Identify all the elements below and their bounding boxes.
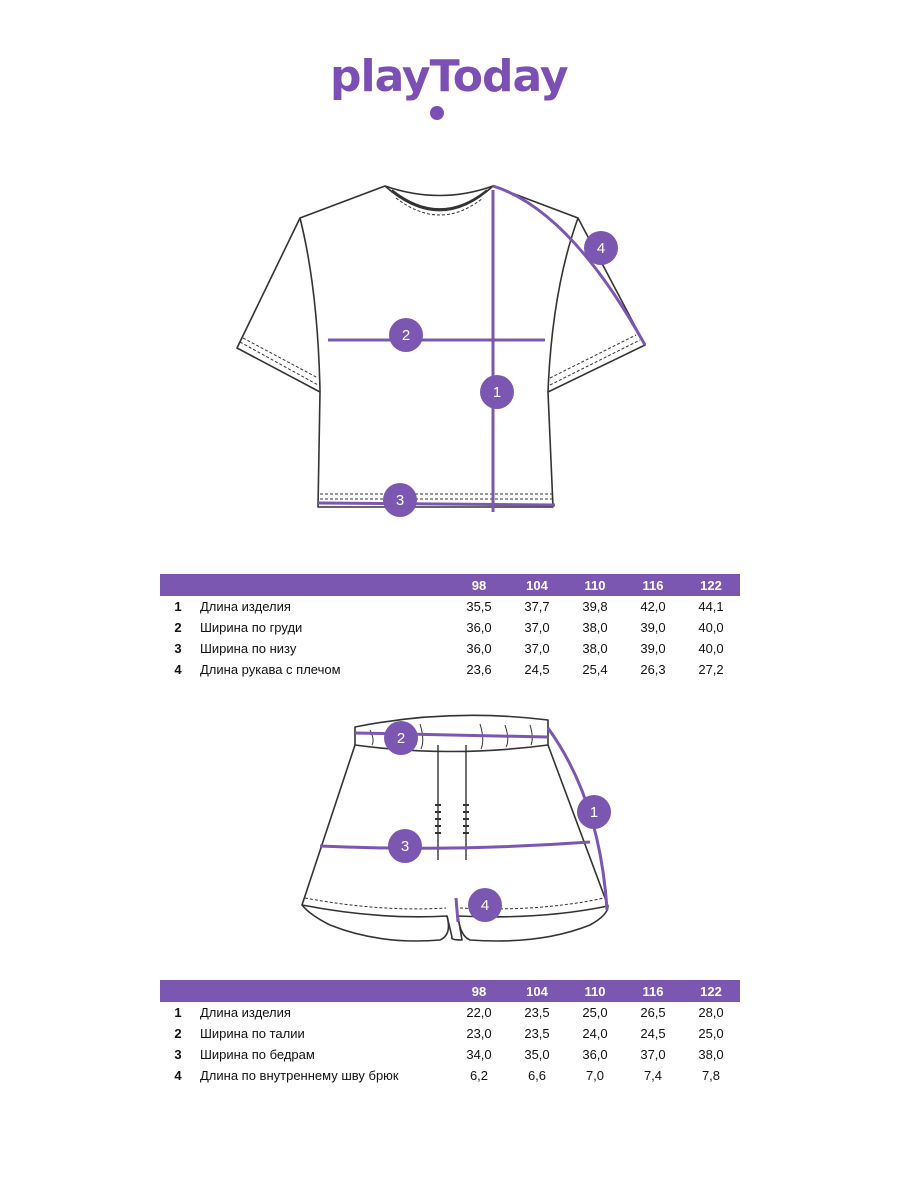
shorts-marker-2-label: 2 xyxy=(396,730,406,747)
row-value: 23,5 xyxy=(524,1026,550,1041)
row-value: 25,4 xyxy=(582,662,608,677)
row-value: 36,0 xyxy=(466,620,492,635)
shorts-size-header xyxy=(160,980,740,1002)
row-value: 37,0 xyxy=(524,620,550,635)
table-row xyxy=(160,1002,740,1023)
table-row xyxy=(160,1023,740,1044)
tshirt-right-cuff-stitch xyxy=(550,335,640,385)
row-value: 38,0 xyxy=(582,620,608,635)
table-row xyxy=(160,596,740,617)
row-value: 37,7 xyxy=(524,599,550,614)
row-value: 7,8 xyxy=(701,1068,721,1083)
row-value: 37,0 xyxy=(524,641,550,656)
shorts-marker-3-label: 3 xyxy=(400,838,410,855)
tshirt-size-table xyxy=(160,574,740,680)
row-value: 35,0 xyxy=(524,1047,550,1062)
tshirt-hem-stitch xyxy=(320,494,552,499)
tshirt-outline xyxy=(237,186,645,507)
shorts-hem-stitch xyxy=(305,898,604,909)
brand-logo-dot xyxy=(430,106,444,120)
row-label: Ширина по низу xyxy=(200,641,297,656)
tshirt-marker-4-label: 4 xyxy=(596,240,606,257)
size-col-header: 104 xyxy=(508,574,566,596)
row-number: 1 xyxy=(174,1005,182,1020)
shorts-marker-1-label: 1 xyxy=(589,804,599,821)
header-blank xyxy=(160,980,196,1002)
table-row xyxy=(160,1065,740,1086)
row-value: 27,2 xyxy=(698,662,724,677)
row-value: 25,0 xyxy=(698,1026,724,1041)
row-value: 23,6 xyxy=(466,662,492,677)
row-value: 44,1 xyxy=(698,599,724,614)
tshirt-marker-2-label: 2 xyxy=(401,327,411,344)
size-col-header: 98 xyxy=(450,980,508,1002)
row-value: 24,5 xyxy=(524,662,550,677)
row-label: Ширина по груди xyxy=(200,620,303,635)
shorts-size-table xyxy=(160,980,740,1086)
row-value: 7,4 xyxy=(643,1068,663,1083)
row-value: 37,0 xyxy=(640,1047,666,1062)
row-number: 1 xyxy=(174,599,182,614)
size-col-header: 116 xyxy=(624,574,682,596)
row-value: 35,5 xyxy=(466,599,492,614)
shorts-diagram xyxy=(0,712,900,952)
row-value: 36,0 xyxy=(466,641,492,656)
row-value: 25,0 xyxy=(582,1005,608,1020)
row-value: 38,0 xyxy=(582,641,608,656)
row-label: Ширина по бедрам xyxy=(200,1047,315,1062)
tshirt-left-armhole xyxy=(300,218,320,392)
row-value: 24,5 xyxy=(640,1026,666,1041)
header-blank xyxy=(196,574,450,596)
row-number: 4 xyxy=(174,662,182,677)
table-row xyxy=(160,617,740,638)
row-value: 42,0 xyxy=(640,599,666,614)
row-label: Длина изделия xyxy=(200,599,291,614)
row-value: 39,0 xyxy=(640,620,666,635)
shorts-marker-4-label: 4 xyxy=(480,897,490,914)
row-label: Длина изделия xyxy=(200,1005,291,1020)
row-value: 36,0 xyxy=(582,1047,608,1062)
brand-logo-text: playToday xyxy=(330,51,568,102)
row-number: 2 xyxy=(174,620,182,635)
row-value: 39,8 xyxy=(582,599,608,614)
row-value: 7,0 xyxy=(585,1068,605,1083)
tshirt-size-header xyxy=(160,574,740,596)
row-value: 22,0 xyxy=(466,1005,492,1020)
tshirt-left-cuff-stitch xyxy=(240,338,318,385)
row-value: 23,5 xyxy=(524,1005,550,1020)
tshirt-marker-3-label: 3 xyxy=(395,492,405,509)
row-value: 6,2 xyxy=(469,1068,489,1083)
size-col-header: 116 xyxy=(624,980,682,1002)
shorts-left-leg-hem xyxy=(302,905,448,941)
size-col-header: 122 xyxy=(682,574,740,596)
size-col-header: 110 xyxy=(566,980,624,1002)
row-label: Ширина по талии xyxy=(200,1026,305,1041)
brand-logo xyxy=(330,52,570,122)
header-blank xyxy=(160,574,196,596)
tshirt-neckline xyxy=(385,186,493,211)
row-value: 39,0 xyxy=(640,641,666,656)
row-label: Длина по внутреннему шву брюк xyxy=(200,1068,399,1083)
row-value: 40,0 xyxy=(698,620,724,635)
size-col-header: 122 xyxy=(682,980,740,1002)
header-blank xyxy=(196,980,450,1002)
row-value: 38,0 xyxy=(698,1047,724,1062)
row-value: 28,0 xyxy=(698,1005,724,1020)
tshirt-marker-1-label: 1 xyxy=(492,384,502,401)
size-col-header: 98 xyxy=(450,574,508,596)
row-value: 24,0 xyxy=(582,1026,608,1041)
tshirt-diagram xyxy=(0,170,900,530)
shorts-drawstring-beads xyxy=(435,805,469,833)
table-row xyxy=(160,1044,740,1065)
row-number: 4 xyxy=(174,1068,182,1083)
row-number: 3 xyxy=(174,1047,182,1062)
table-row xyxy=(160,638,740,659)
row-value: 23,0 xyxy=(466,1026,492,1041)
row-value: 34,0 xyxy=(466,1047,492,1062)
size-col-header: 104 xyxy=(508,980,566,1002)
row-label: Длина рукава с плечом xyxy=(200,662,341,677)
row-number: 3 xyxy=(174,641,182,656)
size-col-header: 110 xyxy=(566,574,624,596)
row-value: 6,6 xyxy=(527,1068,547,1083)
row-number: 2 xyxy=(174,1026,182,1041)
row-value: 26,5 xyxy=(640,1005,666,1020)
table-row xyxy=(160,659,740,680)
row-value: 40,0 xyxy=(698,641,724,656)
row-value: 26,3 xyxy=(640,662,666,677)
